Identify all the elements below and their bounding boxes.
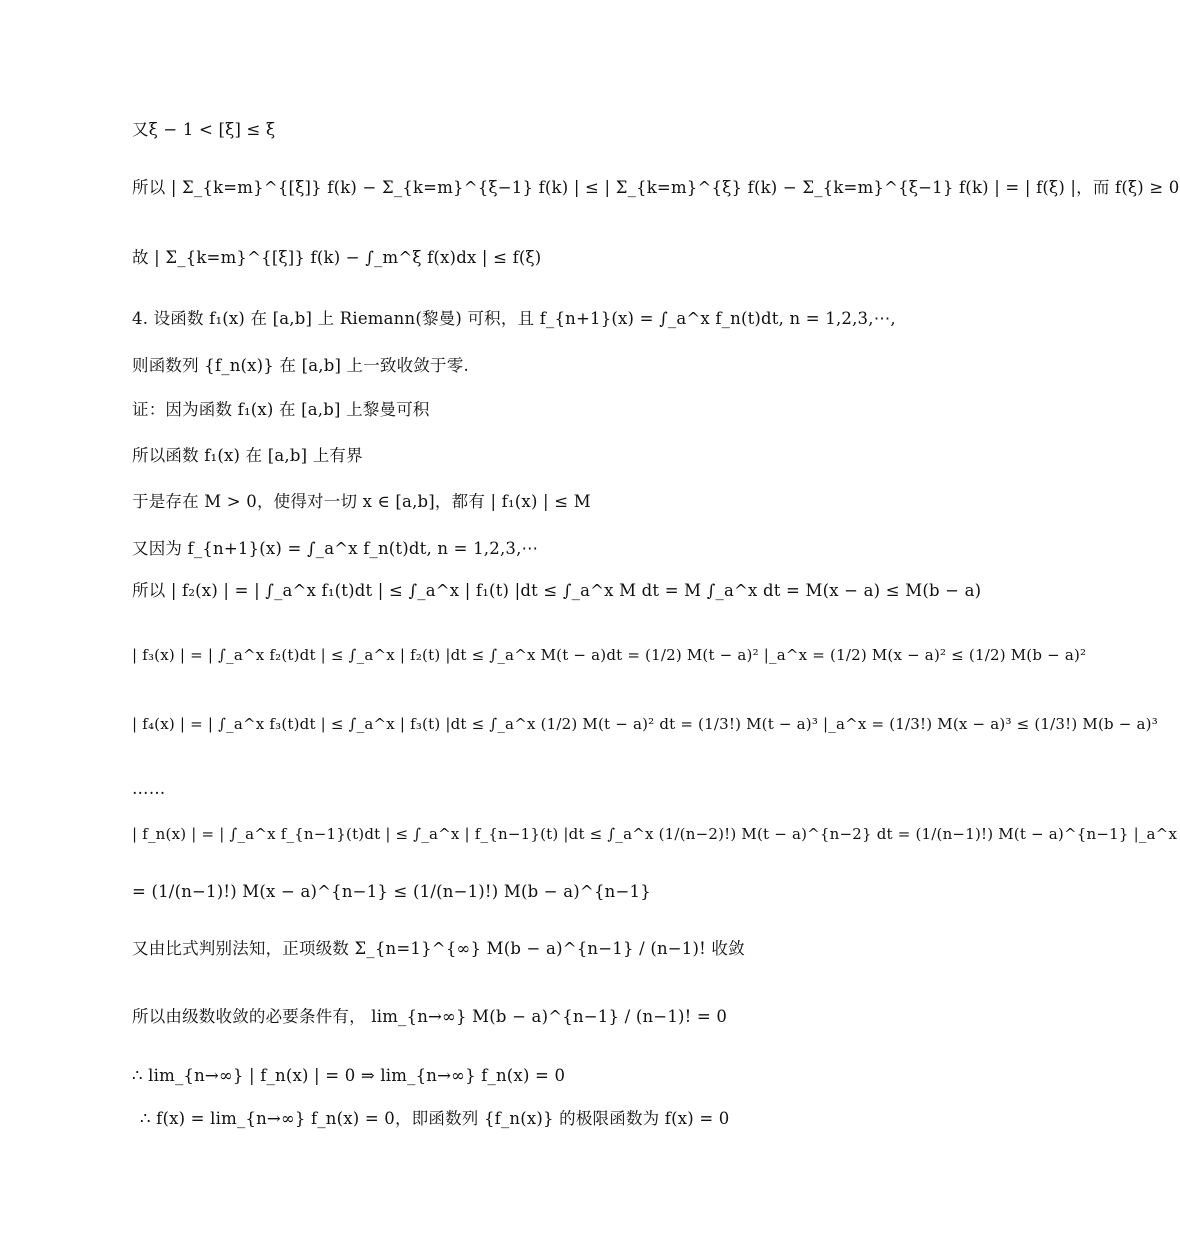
text-line-6: 证：因为函数 f₁(x) 在 [a,b] 上黎曼可积	[132, 400, 430, 419]
text-line-11: | f₃(x) | = | ∫_a^x f₂(t)dt | ≤ ∫_a^x | f₂(t) |dt ≤ ∫_a^x M(t − a)dt = (1/2) M(t − a)² |_a^x = (1/2) M(x − a)² ≤ (1/2) M(b − a)²	[132, 646, 1087, 664]
text-line-19: ∴ f(x) = lim_{n→∞} f_n(x) = 0，即函数列 {f_n(x)} 的极限函数为 f(x) = 0	[140, 1109, 730, 1128]
text-line-13: ……	[132, 779, 166, 798]
text-line-14: | f_n(x) | = | ∫_a^x f_{n−1}(t)dt | ≤ ∫_a^x | f_{n−1}(t) |dt ≤ ∫_a^x (1/(n−2)!) M(t − a)^{n−2} dt = (1/(n−1)!) M(t − a)^{n−1} |_a^x	[132, 825, 1178, 843]
text-line-15: = (1/(n−1)!) M(x − a)^{n−1} ≤ (1/(n−1)!) M(b − a)^{n−1}	[132, 882, 651, 901]
text-line-7: 所以函数 f₁(x) 在 [a,b] 上有界	[132, 446, 363, 465]
text-line-3: 故 | Σ_{k=m}^{[ξ]} f(k) − ∫_m^ξ f(x)dx | ≤ f(ξ)	[132, 248, 542, 267]
text-line-18: ∴ lim_{n→∞} | f_n(x) | = 0 ⇒ lim_{n→∞} f_n(x) = 0	[132, 1066, 566, 1085]
text-line-12: | f₄(x) | = | ∫_a^x f₃(t)dt | ≤ ∫_a^x | f₃(t) |dt ≤ ∫_a^x (1/2) M(t − a)² dt = (1/3!) M(t − a)³ |_a^x = (1/3!) M(x − a)³ ≤ (1/3!) M(b − a)³	[132, 715, 1158, 733]
text-line-10: 所以 | f₂(x) | = | ∫_a^x f₁(t)dt | ≤ ∫_a^x | f₁(t) |dt ≤ ∫_a^x M dt = M ∫_a^x dt = M(x − a) ≤ M(b − a)	[132, 581, 982, 600]
text-line-16: 又由比式判别法知，正项级数 Σ_{n=1}^{∞} M(b − a)^{n−1} / (n−1)! 收敛	[132, 939, 745, 958]
text-line-5: 则函数列 {f_n(x)} 在 [a,b] 上一致收敛于零.	[132, 356, 469, 375]
text-line-4: 4. 设函数 f₁(x) 在 [a,b] 上 Riemann(黎曼) 可积，且 f_{n+1}(x) = ∫_a^x f_n(t)dt, n = 1,2,3,⋯,	[132, 309, 896, 328]
text-line-2: 所以 | Σ_{k=m}^{[ξ]} f(k) − Σ_{k=m}^{ξ−1} f(k) | ≤ | Σ_{k=m}^{ξ} f(k) − Σ_{k=m}^{ξ−1} f(k) | = | f(ξ) |，而 f(ξ) ≥ 0	[132, 178, 1180, 197]
text-line-1: 又ξ − 1 < [ξ] ≤ ξ	[132, 120, 276, 139]
text-line-9: 又因为 f_{n+1}(x) = ∫_a^x f_n(t)dt, n = 1,2,3,⋯	[132, 539, 539, 558]
text-line-17: 所以由级数收敛的必要条件有， lim_{n→∞} M(b − a)^{n−1} / (n−1)! = 0	[132, 1007, 728, 1026]
text-line-8: 于是存在 M > 0，使得对一切 x ∈ [a,b]，都有 | f₁(x) | ≤ M	[132, 492, 591, 511]
